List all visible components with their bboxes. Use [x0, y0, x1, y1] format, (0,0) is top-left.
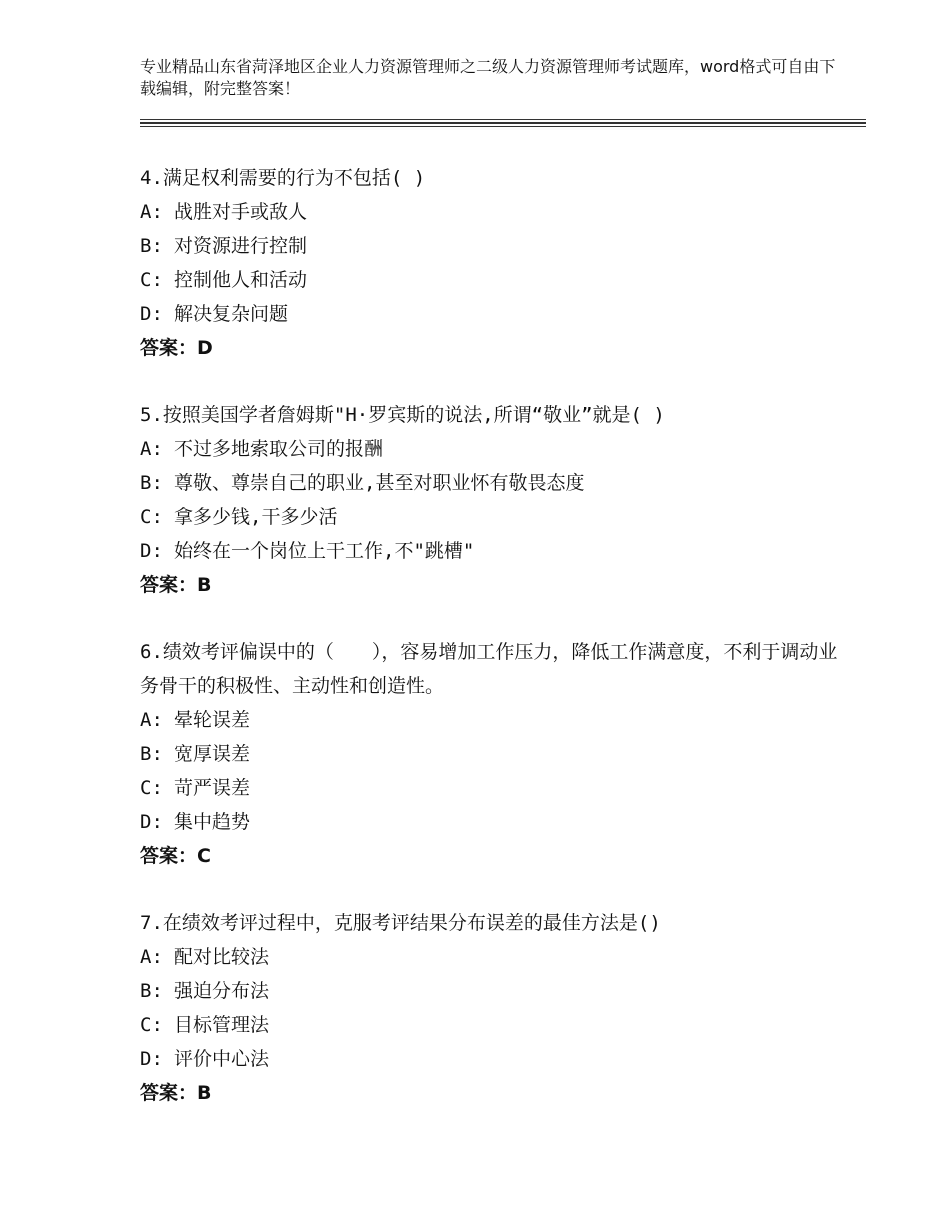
option-text: 拿多少钱,干多少活 — [174, 506, 338, 528]
option-letter: C: — [140, 269, 163, 291]
question-text: 7.在绩效考评过程中，克服考评结果分布误差的最佳方法是() — [140, 912, 661, 934]
option-text: 控制他人和活动 — [174, 269, 308, 291]
option-text: 目标管理法 — [174, 1014, 270, 1036]
option-c — [140, 1008, 840, 1042]
question-item — [140, 906, 840, 1110]
option-text: 战胜对手或敌人 — [174, 201, 308, 223]
answer-value: D — [197, 337, 213, 359]
option-text: 尊敬、尊崇自己的职业,甚至对职业怀有敬畏态度 — [174, 472, 585, 494]
option-letter: B: — [140, 472, 163, 494]
option-letter: D: — [140, 1048, 163, 1070]
option-letter: B: — [140, 743, 163, 765]
option-c — [140, 263, 840, 297]
option-text: 强迫分布法 — [174, 980, 270, 1002]
option-text: 解决复杂问题 — [174, 303, 289, 325]
header-divider-top — [140, 119, 866, 120]
option-text: 始终在一个岗位上干工作,不"跳槽" — [174, 540, 475, 562]
document-header — [140, 56, 840, 100]
option-text: 对资源进行控制 — [174, 235, 308, 257]
question-item — [140, 398, 840, 602]
option-letter: A: — [140, 438, 163, 460]
answer-value: B — [197, 574, 212, 596]
option-a — [140, 703, 840, 737]
answer-label: 答案： — [140, 337, 198, 359]
header-divider-bottom — [140, 126, 866, 127]
option-b — [140, 737, 840, 771]
answer-value: C — [197, 845, 211, 867]
document-title: 专业精品山东省菏泽地区企业人力资源管理师之二级人力资源管理师考试题库，word格式可自由下载编辑，附完整答案！ — [140, 57, 836, 98]
option-letter: C: — [140, 777, 163, 799]
question-list — [140, 161, 840, 1143]
option-letter: D: — [140, 540, 163, 562]
option-b — [140, 229, 840, 263]
option-a — [140, 940, 840, 974]
answer-value: B — [197, 1082, 212, 1104]
answer-label: 答案： — [140, 574, 198, 596]
question-item — [140, 635, 840, 873]
option-a — [140, 432, 840, 466]
option-letter: A: — [140, 709, 163, 731]
option-d — [140, 1042, 840, 1076]
option-text: 苛严误差 — [174, 777, 251, 799]
option-letter: B: — [140, 980, 163, 1002]
option-letter: C: — [140, 506, 163, 528]
question-text: 6.绩效考评偏误中的（ ），容易增加工作压力，降低工作满意度，不利于调动业务骨干的积极性、主动性和创造性。 — [140, 641, 838, 697]
question-text: 4.满足权利需要的行为不包括( ) — [140, 167, 426, 189]
option-b — [140, 466, 840, 500]
answer-label: 答案： — [140, 845, 198, 867]
option-text: 集中趋势 — [174, 811, 251, 833]
question-item — [140, 161, 840, 365]
header-divider-middle — [140, 122, 866, 124]
option-d — [140, 805, 840, 839]
option-letter: C: — [140, 1014, 163, 1036]
question-text: 5.按照美国学者詹姆斯"H·罗宾斯的说法,所谓“敬业”就是( ) — [140, 404, 665, 426]
option-text: 不过多地索取公司的报酬 — [174, 438, 384, 460]
option-d — [140, 297, 840, 331]
option-letter: D: — [140, 303, 163, 325]
option-c — [140, 771, 840, 805]
option-letter: D: — [140, 811, 163, 833]
option-text: 宽厚误差 — [174, 743, 251, 765]
option-letter: A: — [140, 201, 163, 223]
answer-line — [140, 839, 840, 873]
answer-line — [140, 331, 840, 365]
answer-line — [140, 1076, 840, 1110]
option-letter: A: — [140, 946, 163, 968]
option-c — [140, 500, 840, 534]
option-text: 晕轮误差 — [174, 709, 251, 731]
option-d — [140, 534, 840, 568]
answer-label: 答案： — [140, 1082, 198, 1104]
option-a — [140, 195, 840, 229]
option-letter: B: — [140, 235, 163, 257]
option-b — [140, 974, 840, 1008]
option-text: 评价中心法 — [174, 1048, 270, 1070]
answer-line — [140, 568, 840, 602]
option-text: 配对比较法 — [174, 946, 270, 968]
